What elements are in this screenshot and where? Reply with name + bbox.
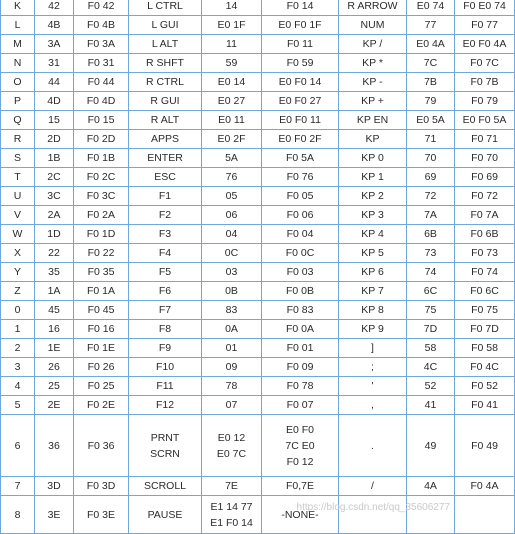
table-cell: 49	[407, 415, 455, 477]
table-cell: E0 F0 7C E0 F0 12	[262, 415, 339, 477]
table-cell: 0B	[202, 282, 262, 301]
table-cell: F0 73	[455, 244, 515, 263]
table-cell: KP EN	[339, 111, 407, 130]
table-cell: 69	[407, 168, 455, 187]
table-cell: F0 45	[74, 301, 129, 320]
table-cell: F0 4D	[74, 92, 129, 111]
table-cell: 58	[407, 339, 455, 358]
table-cell: F0 3C	[74, 187, 129, 206]
table-row	[1, 73, 515, 92]
table-cell: 5A	[202, 149, 262, 168]
table-cell: F0 83	[262, 301, 339, 320]
table-cell: E0 F0 14	[262, 73, 339, 92]
table-cell: F0 7A	[455, 206, 515, 225]
table-cell: 31	[35, 54, 74, 73]
table-cell: F10	[129, 358, 202, 377]
table-cell: KP /	[339, 35, 407, 54]
table-cell: F0 3E	[74, 496, 129, 534]
table-cell: F3	[129, 225, 202, 244]
table-cell: ]	[339, 339, 407, 358]
table-cell: KP *	[339, 54, 407, 73]
table-cell: F0 2E	[74, 396, 129, 415]
table-row	[1, 396, 515, 415]
table-cell: F0 70	[455, 149, 515, 168]
table-cell: F11	[129, 377, 202, 396]
table-cell: F0 11	[262, 35, 339, 54]
table-cell: F0 1E	[74, 339, 129, 358]
table-cell: F0 5A	[262, 149, 339, 168]
table-cell: 16	[35, 320, 74, 339]
table-cell: F0 7B	[455, 73, 515, 92]
table-cell: 4C	[407, 358, 455, 377]
watermark: https://blog.csdn.net/qq_35606277	[296, 502, 450, 513]
table-cell: P	[1, 92, 35, 111]
table-cell: 05	[202, 187, 262, 206]
table-cell: 74	[407, 263, 455, 282]
table-cell: E0 F0 4A	[455, 35, 515, 54]
table-cell: 52	[407, 377, 455, 396]
table-cell: F0 74	[455, 263, 515, 282]
table-cell: L CTRL	[129, 0, 202, 16]
table-cell: 7E	[202, 477, 262, 496]
table-cell: M	[1, 35, 35, 54]
table-cell: E0 14	[202, 73, 262, 92]
table-cell: E0 1F	[202, 16, 262, 35]
table-row	[1, 130, 515, 149]
table-cell: F0 72	[455, 187, 515, 206]
table-cell: 0	[1, 301, 35, 320]
table-row	[1, 168, 515, 187]
table-cell: 76	[202, 168, 262, 187]
table-cell: F0 26	[74, 358, 129, 377]
table-cell: 45	[35, 301, 74, 320]
table-cell: 1D	[35, 225, 74, 244]
table-cell: F0 14	[262, 0, 339, 16]
table-cell: F0 44	[74, 73, 129, 92]
table-cell: F0 09	[262, 358, 339, 377]
table-row	[1, 54, 515, 73]
table-cell: F2	[129, 206, 202, 225]
table-cell: F0 07	[262, 396, 339, 415]
table-cell: 59	[202, 54, 262, 73]
table-cell: '	[339, 377, 407, 396]
table-cell: O	[1, 73, 35, 92]
table-cell: KP 8	[339, 301, 407, 320]
table-cell: KP -	[339, 73, 407, 92]
table-cell: 06	[202, 206, 262, 225]
table-row	[1, 477, 515, 496]
table-cell: 1	[1, 320, 35, 339]
table-cell: F0 78	[262, 377, 339, 396]
table-cell: S	[1, 149, 35, 168]
table-cell: 25	[35, 377, 74, 396]
table-cell: F0 59	[262, 54, 339, 73]
table-cell: F0 71	[455, 130, 515, 149]
table-row	[1, 16, 515, 35]
table-cell: 15	[35, 111, 74, 130]
table-cell: F0 41	[455, 396, 515, 415]
table-cell: 3A	[35, 35, 74, 54]
table-cell: R	[1, 130, 35, 149]
table-cell: 4A	[407, 477, 455, 496]
table-cell: 4D	[35, 92, 74, 111]
table-cell: E0 F0 2F	[262, 130, 339, 149]
table-cell: 77	[407, 16, 455, 35]
table-cell: ,	[339, 396, 407, 415]
table-cell: F0 75	[455, 301, 515, 320]
table-cell: APPS	[129, 130, 202, 149]
table-cell: 14	[202, 0, 262, 16]
table-cell: ENTER	[129, 149, 202, 168]
table-row	[1, 263, 515, 282]
table-cell: R SHFT	[129, 54, 202, 73]
table-cell: 6C	[407, 282, 455, 301]
table-cell: E0 4A	[407, 35, 455, 54]
table-cell: E0 12 E0 7C	[202, 415, 262, 477]
table-cell: 3	[1, 358, 35, 377]
table-cell: KP 7	[339, 282, 407, 301]
table-cell: KP	[339, 130, 407, 149]
table-cell: R GUI	[129, 92, 202, 111]
table-cell: -NONE-	[262, 496, 339, 534]
table-cell: F0,7E	[262, 477, 339, 496]
table-cell: F0 35	[74, 263, 129, 282]
table-cell: 7D	[407, 320, 455, 339]
table-cell: F0 58	[455, 339, 515, 358]
table-cell: 36	[35, 415, 74, 477]
table-cell: KP 9	[339, 320, 407, 339]
table-row	[1, 358, 515, 377]
table-cell: 26	[35, 358, 74, 377]
table-cell: 22	[35, 244, 74, 263]
table-cell: KP 2	[339, 187, 407, 206]
table-cell: /	[339, 477, 407, 496]
table-cell: F0 4A	[455, 477, 515, 496]
table-cell: NUM	[339, 16, 407, 35]
table-row	[1, 149, 515, 168]
table-cell: 3E	[35, 496, 74, 534]
table-cell: 72	[407, 187, 455, 206]
table-cell: R CTRL	[129, 73, 202, 92]
table-cell: F9	[129, 339, 202, 358]
table-cell: F0 0A	[262, 320, 339, 339]
table-cell: ;	[339, 358, 407, 377]
table-cell: 7C	[407, 54, 455, 73]
table-cell: F0 4B	[74, 16, 129, 35]
table-cell: 35	[35, 263, 74, 282]
table-row	[1, 225, 515, 244]
table-cell: F0 49	[455, 415, 515, 477]
table-cell: F0 1A	[74, 282, 129, 301]
table-cell: F0 6B	[455, 225, 515, 244]
table-row	[1, 320, 515, 339]
table-cell: PAUSE	[129, 496, 202, 534]
table-cell: 3C	[35, 187, 74, 206]
table-cell: 1E	[35, 339, 74, 358]
table-cell: F0 0C	[262, 244, 339, 263]
table-cell: F0 04	[262, 225, 339, 244]
table-cell: F0 36	[74, 415, 129, 477]
table-row	[1, 377, 515, 396]
table-cell: 4	[1, 377, 35, 396]
table-cell: 4B	[35, 16, 74, 35]
table-cell: E0 F0 11	[262, 111, 339, 130]
table-cell: 07	[202, 396, 262, 415]
table-cell: 7	[1, 477, 35, 496]
table-cell: T	[1, 168, 35, 187]
table-cell: Y	[1, 263, 35, 282]
table-cell: KP 3	[339, 206, 407, 225]
table-cell: W	[1, 225, 35, 244]
table-cell: F0 7D	[455, 320, 515, 339]
table-cell: 41	[407, 396, 455, 415]
table-cell: V	[1, 206, 35, 225]
table-cell: F0 E0 74	[455, 0, 515, 16]
table-cell: F0 3A	[74, 35, 129, 54]
table-cell: F0 79	[455, 92, 515, 111]
table-cell: F12	[129, 396, 202, 415]
table-cell: F0 0B	[262, 282, 339, 301]
table-cell: E0 11	[202, 111, 262, 130]
table-cell: F6	[129, 282, 202, 301]
table-cell: 78	[202, 377, 262, 396]
table-cell: F0 6C	[455, 282, 515, 301]
table-cell: F0 52	[455, 377, 515, 396]
table-cell: F0 7C	[455, 54, 515, 73]
table-cell: F0 03	[262, 263, 339, 282]
table-cell: F1	[129, 187, 202, 206]
table-cell: E0 F0 1F	[262, 16, 339, 35]
table-cell: X	[1, 244, 35, 263]
table-cell: E0 74	[407, 0, 455, 16]
table-cell: 44	[35, 73, 74, 92]
table-cell: E0 F0 5A	[455, 111, 515, 130]
table-row	[1, 206, 515, 225]
table-cell: 03	[202, 263, 262, 282]
table-cell: E0 F0 27	[262, 92, 339, 111]
table-cell: 01	[202, 339, 262, 358]
table-cell: F0 76	[262, 168, 339, 187]
table-cell: F0 05	[262, 187, 339, 206]
table-cell: 0A	[202, 320, 262, 339]
table-cell: F0 31	[74, 54, 129, 73]
table-cell: 79	[407, 92, 455, 111]
table-cell: KP 0	[339, 149, 407, 168]
table-cell: F0 1B	[74, 149, 129, 168]
table-cell: 04	[202, 225, 262, 244]
table-cell: 2C	[35, 168, 74, 187]
table-row	[1, 0, 515, 16]
table-cell: 1B	[35, 149, 74, 168]
table-cell: 71	[407, 130, 455, 149]
table-cell: 2E	[35, 396, 74, 415]
table-cell: 1A	[35, 282, 74, 301]
table-cell: F0 42	[74, 0, 129, 16]
table-row	[1, 282, 515, 301]
table-cell: F0 15	[74, 111, 129, 130]
table-cell: 2D	[35, 130, 74, 149]
table-cell: F0 01	[262, 339, 339, 358]
table-row	[1, 111, 515, 130]
table-cell: 6B	[407, 225, 455, 244]
table-cell: F0 16	[74, 320, 129, 339]
table-cell: F0 1D	[74, 225, 129, 244]
table-cell: F8	[129, 320, 202, 339]
table-cell: 70	[407, 149, 455, 168]
table-cell: 75	[407, 301, 455, 320]
table-cell: F0 06	[262, 206, 339, 225]
table-cell: F0 77	[455, 16, 515, 35]
table-cell: F4	[129, 244, 202, 263]
table-cell: L	[1, 16, 35, 35]
table-cell: E0 5A	[407, 111, 455, 130]
table-row	[1, 92, 515, 111]
table-cell: 5	[1, 396, 35, 415]
table-row	[1, 187, 515, 206]
table-cell: 2A	[35, 206, 74, 225]
table-row	[1, 244, 515, 263]
table-row	[1, 339, 515, 358]
table-cell: ESC	[129, 168, 202, 187]
table-cell: F0 2A	[74, 206, 129, 225]
table-cell: KP 6	[339, 263, 407, 282]
table-cell: 42	[35, 0, 74, 16]
table-row	[1, 301, 515, 320]
table-cell: Q	[1, 111, 35, 130]
table-cell: F0 4C	[455, 358, 515, 377]
table-cell: F5	[129, 263, 202, 282]
table-cell: 7B	[407, 73, 455, 92]
table-cell: KP 4	[339, 225, 407, 244]
table-cell: KP +	[339, 92, 407, 111]
table-cell: 8	[1, 496, 35, 534]
table-cell: 3D	[35, 477, 74, 496]
table-cell: F0 3D	[74, 477, 129, 496]
table-cell: 7A	[407, 206, 455, 225]
table-cell: Z	[1, 282, 35, 301]
table-cell: SCROLL	[129, 477, 202, 496]
table-cell: U	[1, 187, 35, 206]
table-cell: E1 14 77 E1 F0 14	[202, 496, 262, 534]
table-cell: 11	[202, 35, 262, 54]
table-cell: L ALT	[129, 35, 202, 54]
table-cell: KP 1	[339, 168, 407, 187]
table-cell: 83	[202, 301, 262, 320]
table-cell: F0 2C	[74, 168, 129, 187]
table-cell: 09	[202, 358, 262, 377]
table-cell: F0 22	[74, 244, 129, 263]
table-row	[1, 35, 515, 54]
table-cell: E0 27	[202, 92, 262, 111]
table-row	[1, 415, 515, 477]
table-cell: PRNT SCRN	[129, 415, 202, 477]
table-cell: E0 2F	[202, 130, 262, 149]
table-cell: L GUI	[129, 16, 202, 35]
table-cell: R ARROW	[339, 0, 407, 16]
table-cell	[455, 496, 515, 534]
table-cell: .	[339, 415, 407, 477]
table-cell: F0 69	[455, 168, 515, 187]
table-cell: R ALT	[129, 111, 202, 130]
table-cell: K	[1, 0, 35, 16]
table-cell: F7	[129, 301, 202, 320]
table-cell: 73	[407, 244, 455, 263]
table-cell: F0 2D	[74, 130, 129, 149]
table-cell: KP 5	[339, 244, 407, 263]
table-cell: 6	[1, 415, 35, 477]
table-cell: 0C	[202, 244, 262, 263]
table-cell: F0 25	[74, 377, 129, 396]
table-cell: N	[1, 54, 35, 73]
table-cell: 2	[1, 339, 35, 358]
